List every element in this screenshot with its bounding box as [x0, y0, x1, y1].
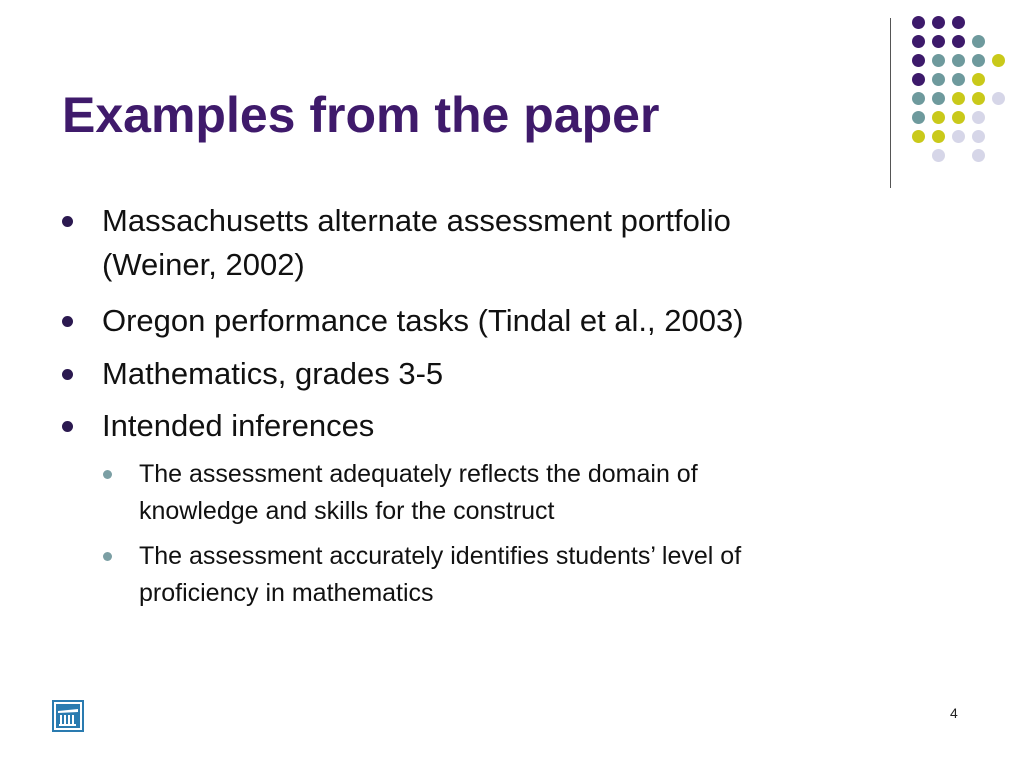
decorative-dot — [992, 54, 1005, 67]
bullet-dot-icon — [62, 421, 73, 432]
decorative-dot — [952, 16, 965, 29]
sub-bullet-text: knowledge and skills for the construct — [139, 497, 555, 525]
decorative-dot — [952, 130, 965, 143]
decorative-dot — [952, 54, 965, 67]
decorative-dot — [972, 111, 985, 124]
decorative-dot — [912, 54, 925, 67]
decorative-dot — [912, 73, 925, 86]
building-columns-logo-icon — [52, 700, 84, 732]
decorative-dot — [952, 92, 965, 105]
decorative-dot — [932, 73, 945, 86]
decorative-dot — [932, 92, 945, 105]
bullet-dot-icon — [62, 216, 73, 227]
decorative-dot — [972, 130, 985, 143]
decorative-dot — [972, 73, 985, 86]
bullet-dot-icon — [62, 369, 73, 380]
decorative-dot — [972, 54, 985, 67]
decorative-dot — [932, 130, 945, 143]
decorative-dot — [932, 54, 945, 67]
bullet-text: Massachusetts alternate assessment portfolio — [102, 203, 731, 238]
sub-bullet-text: proficiency in mathematics — [139, 579, 434, 607]
decorative-dot — [952, 111, 965, 124]
decorative-dot — [952, 73, 965, 86]
sub-bullet-text: The assessment adequately reflects the domain of — [139, 460, 698, 488]
decorative-dot — [912, 92, 925, 105]
decorative-dot — [912, 130, 925, 143]
decorative-dot — [912, 35, 925, 48]
bullet-text: (Weiner, 2002) — [102, 247, 305, 282]
decorative-dot — [972, 149, 985, 162]
decorative-dot — [912, 16, 925, 29]
title-divider-line — [890, 18, 891, 188]
decorative-dot — [932, 111, 945, 124]
bullet-text: Intended inferences — [102, 408, 375, 443]
decorative-dot — [932, 16, 945, 29]
decorative-dot — [932, 149, 945, 162]
decorative-dot — [932, 35, 945, 48]
decorative-dot — [952, 35, 965, 48]
decorative-dot — [912, 111, 925, 124]
sub-bullet-text: The assessment accurately identifies students’ level of — [139, 542, 742, 570]
decorative-dot — [972, 92, 985, 105]
decorative-dot — [972, 35, 985, 48]
bullet-dot-icon — [62, 316, 73, 327]
decorative-dot — [992, 92, 1005, 105]
slide-title: Examples from the paper — [62, 87, 660, 143]
sub-bullet-dot-icon — [103, 470, 112, 479]
sub-bullet-dot-icon — [103, 552, 112, 561]
bullet-text: Oregon performance tasks (Tindal et al., 2003) — [102, 303, 744, 338]
bullet-text: Mathematics, grades 3-5 — [102, 356, 444, 391]
page-number: 4 — [950, 705, 958, 721]
